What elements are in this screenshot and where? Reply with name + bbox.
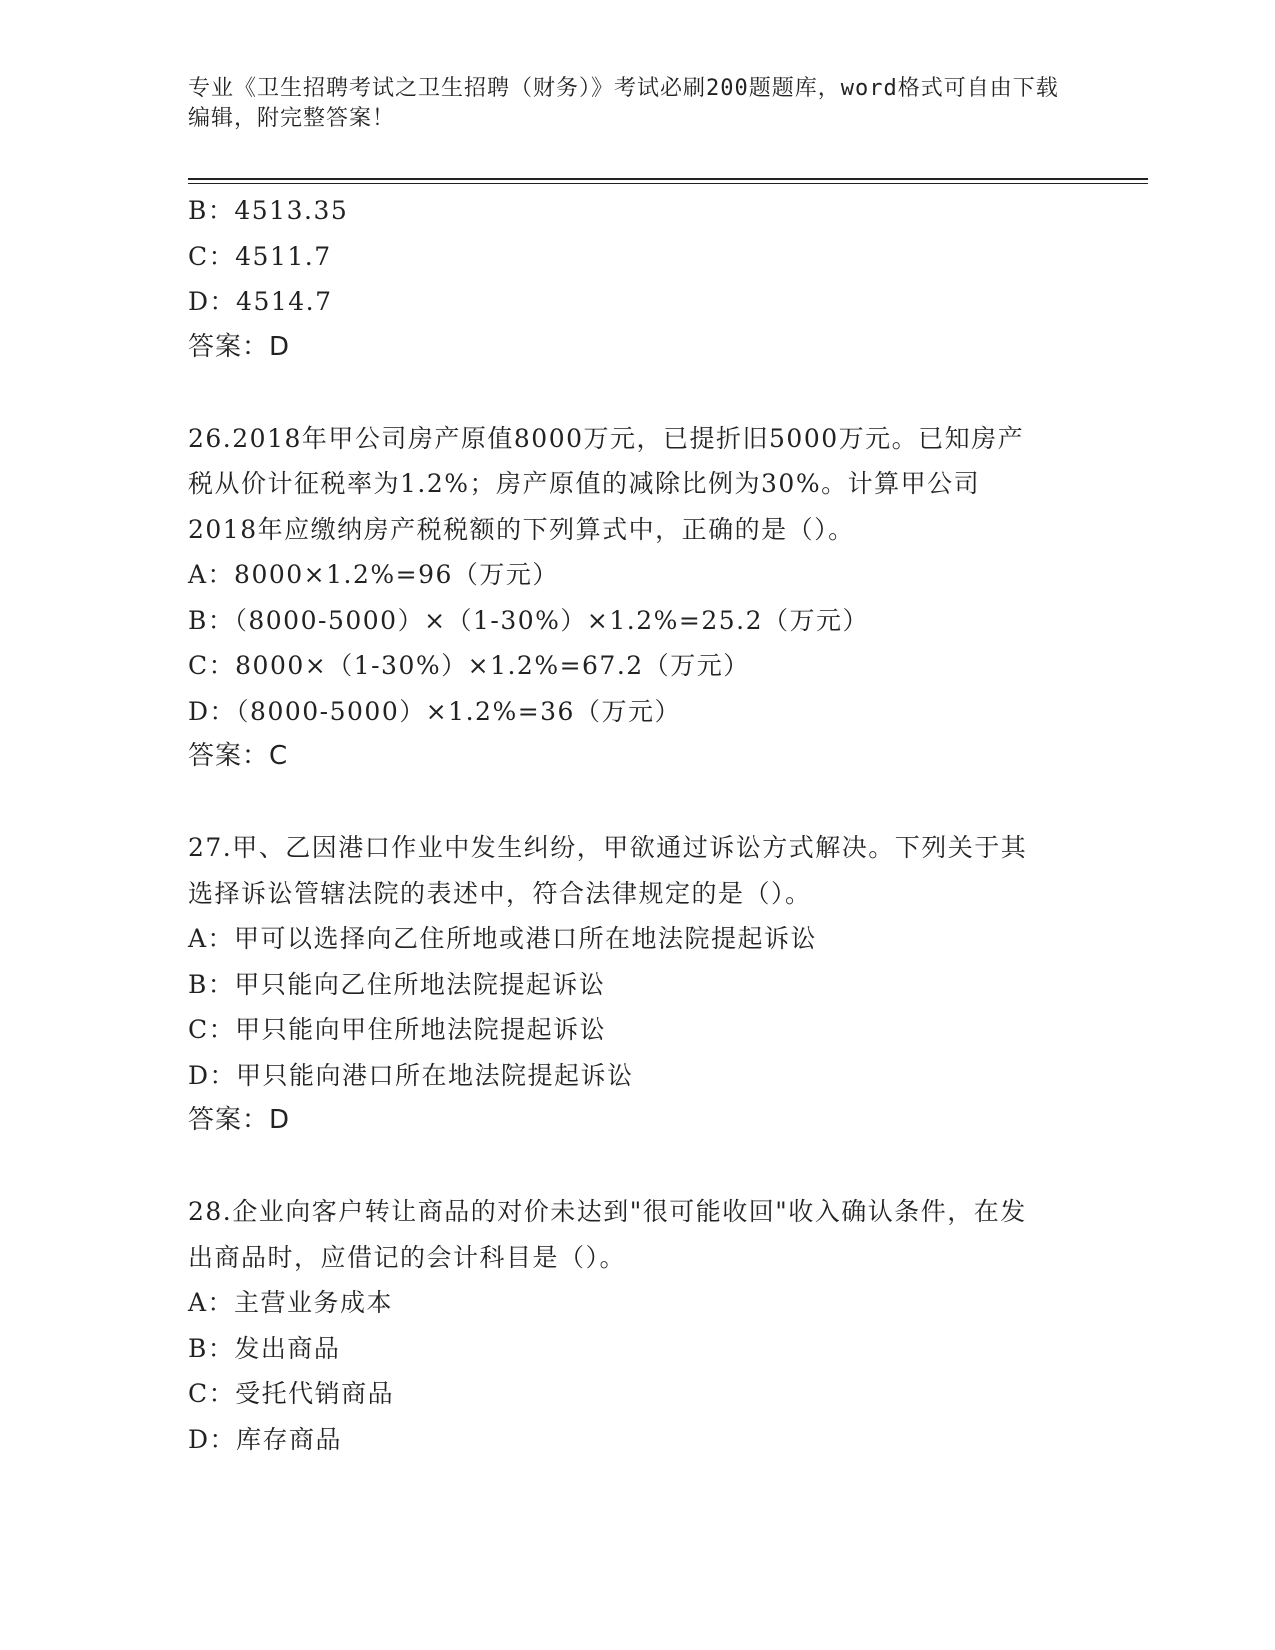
- option-b: B：4513.35: [188, 196, 349, 225]
- document-body: [188, 188, 1088, 1462]
- option-c: C：甲只能向甲住所地法院提起诉讼: [188, 1015, 607, 1044]
- option-b: B：甲只能向乙住所地法院提起诉讼: [188, 969, 606, 999]
- option-c: C：4511.7: [188, 241, 332, 271]
- question-stem: 26.2018年甲公司房产原值8000万元，已提折旧5000万元。已知房产税从价计征税率为1.2%；房产原值的减除比例为30%。计算甲公司2018年应缴纳房产税税额的下列算式中，正确的是（）。: [188, 423, 1025, 544]
- option-d: D：4514.7: [188, 287, 333, 316]
- document-header: 专业《卫生招聘考试之卫生招聘（财务）》考试必刷200题题库，word格式可自由下载编辑，附完整答案！: [188, 76, 1059, 131]
- option-d: D：（8000-5000）×1.2%=36（万元）: [188, 696, 681, 726]
- answer-line: 答案：D: [188, 1105, 291, 1135]
- option-c: C：受托代销商品: [188, 1379, 395, 1408]
- spacer: [188, 370, 1088, 416]
- option-a: A：甲可以选择向乙住所地或港口所在地法院提起诉讼: [188, 924, 818, 953]
- question-27: [188, 825, 1088, 1144]
- spacer: [188, 780, 1088, 826]
- option-d: D：库存商品: [188, 1424, 343, 1454]
- question-stem: 27.甲、乙因港口作业中发生纠纷，甲欲通过诉讼方式解决。下列关于其选择诉讼管辖法院的表述中，符合法律规定的是（）。: [188, 833, 1028, 908]
- question-26: [188, 416, 1088, 780]
- option-b: B：发出商品: [188, 1333, 341, 1363]
- option-d: D：甲只能向港口所在地法院提起诉讼: [188, 1060, 634, 1090]
- header-divider-thin: [188, 183, 1148, 184]
- answer-line: 答案：D: [188, 331, 291, 362]
- spacer: [188, 1144, 1088, 1190]
- question-stem: 28.企业向客户转让商品的对价未达到"很可能收回"收入确认条件，在发出商品时，应借记的会计科目是（）。: [188, 1197, 1027, 1272]
- prev-question-block: [188, 188, 1088, 370]
- option-c: C：8000×（1-30%）×1.2%=67.2（万元）: [188, 651, 750, 680]
- answer-line: 答案：C: [188, 741, 289, 771]
- question-28: [188, 1189, 1088, 1462]
- header-divider: [188, 178, 1148, 180]
- option-a: A：主营业务成本: [188, 1288, 394, 1317]
- option-b: B：（8000-5000）×（1-30%）×1.2%=25.2（万元）: [188, 605, 870, 635]
- option-a: A：8000×1.2%=96（万元）: [188, 560, 559, 589]
